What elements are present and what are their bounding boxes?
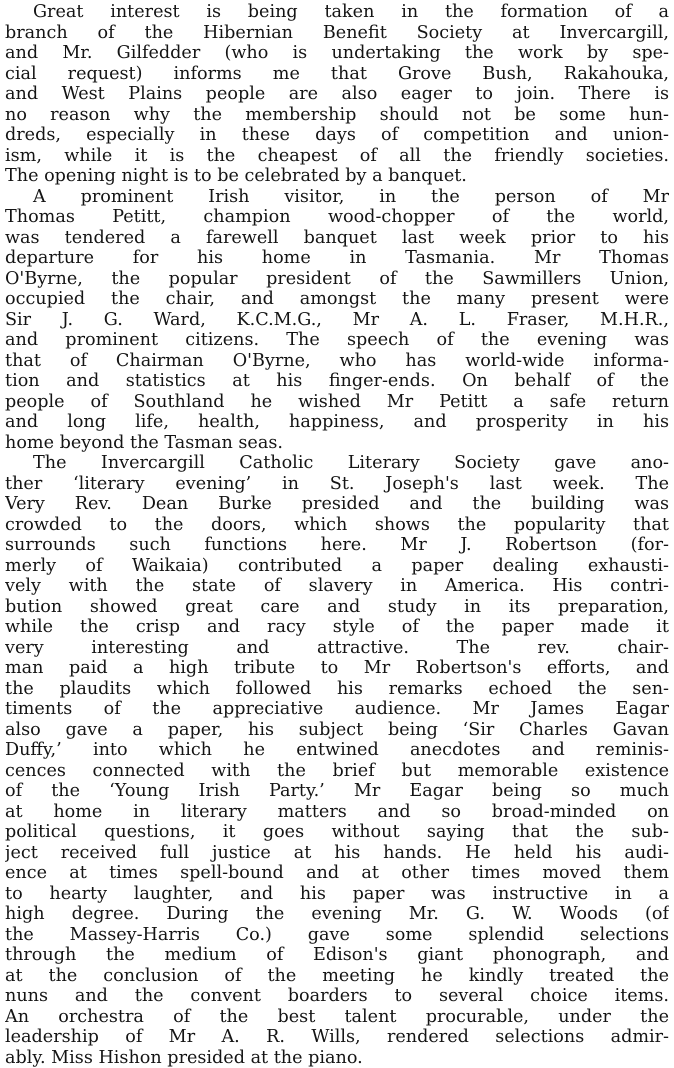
text-line: high degree. During the evening Mr. G. W. Woods (of <box>5 904 669 925</box>
text-line: vely with the state of slavery in America. His contri- <box>5 576 669 597</box>
text-line: and long life, health, happiness, and prosperity in his <box>5 412 669 433</box>
text-line: ject received full justice at his hands. He held his audi- <box>5 843 669 864</box>
text-line: also gave a paper, his subject being ‘Sir Charles Gavan <box>5 720 669 741</box>
text-line: and prominent citizens. The speech of the evening was <box>5 330 669 351</box>
text-line: Very Rev. Dean Burke presided and the building was <box>5 494 669 515</box>
text-line: at the conclusion of the meeting he kindly treated the <box>5 966 669 987</box>
text-line: and Mr. Gilfedder (who is undertaking the work by spe- <box>5 43 669 64</box>
text-line: to hearty laughter, and his paper was instructive in a <box>5 884 669 905</box>
text-line: Thomas Petitt, champion wood-chopper of the world, <box>5 207 669 228</box>
text-line: crowded to the doors, which shows the popularity that <box>5 515 669 536</box>
text-line: The Invercargill Catholic Literary Society gave ano- <box>5 453 669 474</box>
text-line: and West Plains people are also eager to join. There is <box>5 84 669 105</box>
text-line: branch of the Hibernian Benefit Society at Invercargill, <box>5 23 669 44</box>
text-line: leadership of Mr A. R. Wills, rendered selections admir- <box>5 1027 669 1048</box>
text-line: O'Byrne, the popular president of the Sawmillers Union, <box>5 269 669 290</box>
text-line: the Massey-Harris Co.) gave some splendid selections <box>5 925 669 946</box>
text-line: political questions, it goes without saying that the sub- <box>5 822 669 843</box>
text-line: ism, while it is the cheapest of all the friendly societies. <box>5 146 669 167</box>
text-line: ably. Miss Hishon presided at the piano. <box>5 1048 669 1068</box>
text-line: man paid a high tribute to Mr Robertson's efforts, and <box>5 658 669 679</box>
text-line: through the medium of Edison's giant phonograph, and <box>5 945 669 966</box>
text-line: nuns and the convent boarders to several choice items. <box>5 986 669 1007</box>
text-line: at home in literary matters and so broad-minded on <box>5 802 669 823</box>
text-line: while the crisp and racy style of the paper made it <box>5 617 669 638</box>
text-line: of the ‘Young Irish Party.’ Mr Eagar being so much <box>5 781 669 802</box>
text-line: ence at times spell-bound and at other times moved them <box>5 863 669 884</box>
text-line: timents of the appreciative audience. Mr James Eagar <box>5 699 669 720</box>
text-line: tion and statistics at his finger-ends. On behalf of the <box>5 371 669 392</box>
text-line: The opening night is to be celebrated by a banquet. <box>5 166 669 187</box>
text-line: bution showed great care and study in its preparation, <box>5 597 669 618</box>
text-line: dreds, especially in these days of competition and union- <box>5 125 669 146</box>
text-line: no reason why the membership should not be some hun- <box>5 105 669 126</box>
text-line: that of Chairman O'Byrne, who has world-wide informa- <box>5 351 669 372</box>
text-line: departure for his home in Tasmania. Mr Thomas <box>5 248 669 269</box>
text-line: surrounds such functions here. Mr J. Robertson (for- <box>5 535 669 556</box>
text-line: occupied the chair, and amongst the many present were <box>5 289 669 310</box>
text-line: home beyond the Tasman seas. <box>5 433 669 454</box>
text-line: Duffy,’ into which he entwined anecdotes and reminis- <box>5 740 669 761</box>
text-line: A prominent Irish visitor, in the person of Mr <box>5 187 669 208</box>
text-line: the plaudits which followed his remarks echoed the sen- <box>5 679 669 700</box>
text-line: people of Southland he wished Mr Petitt a safe return <box>5 392 669 413</box>
paragraph-hibernian-society <box>5 2 669 187</box>
paragraph-literary-society <box>5 453 669 1068</box>
text-line: cences connected with the brief but memorable existence <box>5 761 669 782</box>
text-line: cial request) informs me that Grove Bush, Rakahouka, <box>5 64 669 85</box>
text-line: An orchestra of the best talent procurable, under the <box>5 1007 669 1028</box>
text-line: was tendered a farewell banquet last week prior to his <box>5 228 669 249</box>
paragraph-petitt-banquet <box>5 187 669 454</box>
text-line: Sir J. G. Ward, K.C.M.G., Mr A. L. Fraser, M.H.R., <box>5 310 669 331</box>
text-line: very interesting and attractive. The rev. chair- <box>5 638 669 659</box>
article-column <box>5 2 669 1068</box>
text-line: ther ‘literary evening’ in St. Joseph's last week. The <box>5 474 669 495</box>
text-line: Great interest is being taken in the formation of a <box>5 2 669 23</box>
text-line: merly of Waikaia) contributed a paper dealing exhausti- <box>5 556 669 577</box>
